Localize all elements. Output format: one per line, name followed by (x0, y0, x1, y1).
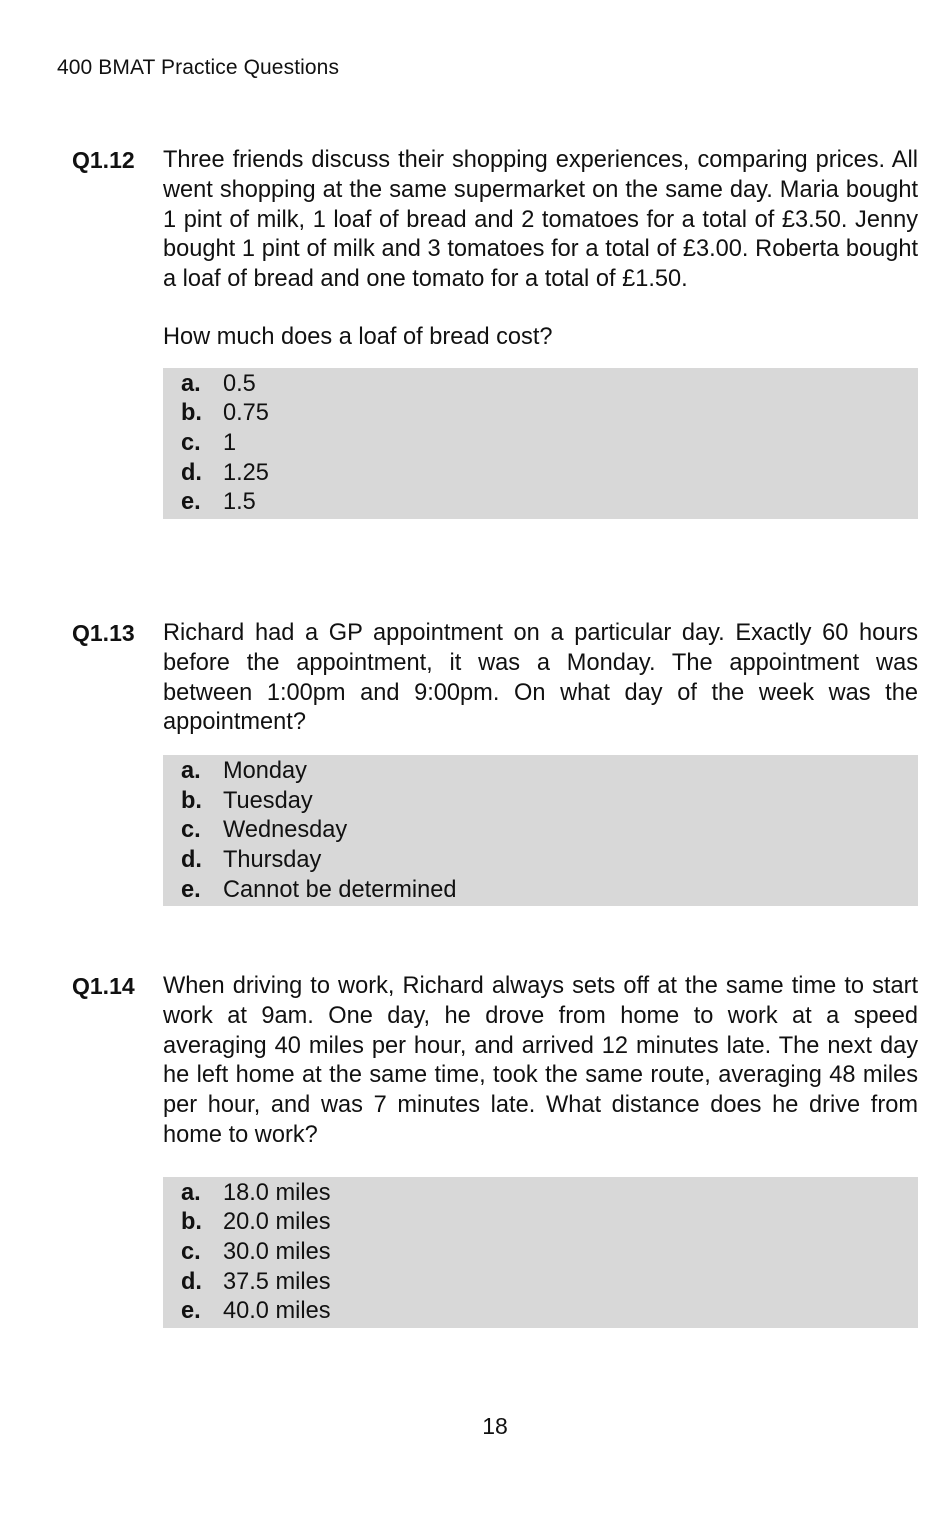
answer-options (163, 368, 918, 519)
option-letter: a. (181, 758, 201, 785)
option-e[interactable] (163, 876, 918, 906)
question-q1-13 (72, 619, 918, 906)
option-c[interactable] (163, 429, 918, 459)
option-text: 0.5 (223, 370, 256, 397)
option-a[interactable] (163, 1179, 918, 1209)
question-number: Q1.12 (72, 147, 135, 173)
option-letter: d. (181, 459, 202, 486)
option-letter: b. (181, 400, 202, 427)
answer-options (163, 755, 918, 906)
option-text: 18.0 miles (223, 1179, 331, 1206)
question-text: Three friends discuss their shopping experiences, comparing prices. All went shopping at the same supermarket on the same day. Maria bought 1 pint of milk, 1 loaf of bread and 2 tomatoes for a total of £3.50. Jenny bought 1 pint of milk and 3 tomatoes for a total of £3.00. Roberta bought a loaf of bread and one tomato for a total of £1.50. (163, 147, 918, 293)
option-text: 1 (223, 429, 237, 456)
question-text: Richard had a GP appointment on a particular day. Exactly 60 hours before the appointment, it was a Monday. The appointment was between 1:00pm and 9:00pm. On what day of the week was the appointment? (163, 620, 918, 736)
option-text: Cannot be determined (223, 876, 457, 903)
option-letter: e. (181, 1298, 201, 1325)
option-d[interactable] (163, 846, 918, 876)
question-body (163, 972, 918, 1151)
option-text: 1.5 (223, 489, 256, 516)
option-text: Tuesday (223, 787, 313, 814)
option-letter: c. (181, 1238, 201, 1265)
option-text: 30.0 miles (223, 1238, 331, 1265)
option-text: 20.0 miles (223, 1209, 331, 1236)
question-q1-14 (72, 972, 918, 1328)
option-d[interactable] (163, 459, 918, 489)
option-letter: b. (181, 1209, 202, 1236)
option-text: 1.25 (223, 459, 269, 486)
question-number: Q1.13 (72, 620, 135, 646)
option-letter: d. (181, 846, 202, 873)
page-number: 18 (482, 1413, 508, 1439)
option-letter: b. (181, 787, 202, 814)
question-body (163, 146, 918, 353)
question-number: Q1.14 (72, 973, 135, 999)
option-text: Monday (223, 758, 307, 785)
option-e[interactable] (163, 488, 918, 518)
option-b[interactable] (163, 787, 918, 817)
answer-options (163, 1177, 918, 1328)
option-text: 37.5 miles (223, 1268, 331, 1295)
option-b[interactable] (163, 399, 918, 429)
option-e[interactable] (163, 1297, 918, 1327)
running-header: 400 BMAT Practice Questions (57, 56, 340, 79)
option-text: 40.0 miles (223, 1298, 331, 1325)
question-body (163, 619, 918, 738)
option-text: 0.75 (223, 400, 269, 427)
option-c[interactable] (163, 816, 918, 846)
option-letter: e. (181, 876, 201, 903)
option-letter: a. (181, 1179, 201, 1206)
option-text: Thursday (223, 846, 322, 873)
question-text: When driving to work, Richard always sets off at the same time to start work at 9am. One day, he drove from home to work at a speed averaging 40 miles per hour, and arrived 12 minutes late. The next day he left home at the same time, took the same route, averaging 48 miles per hour, and was 7 minutes late. What distance does he drive from home to work? (163, 973, 918, 1148)
option-a[interactable] (163, 757, 918, 787)
option-letter: c. (181, 429, 201, 456)
option-text: Wednesday (223, 817, 348, 844)
option-d[interactable] (163, 1268, 918, 1298)
option-letter: d. (181, 1268, 202, 1295)
option-c[interactable] (163, 1238, 918, 1268)
option-a[interactable] (163, 370, 918, 400)
question-q1-12 (72, 146, 918, 519)
option-b[interactable] (163, 1208, 918, 1238)
option-letter: e. (181, 489, 201, 516)
question-prompt: How much does a loaf of bread cost? (163, 323, 553, 350)
option-letter: c. (181, 817, 201, 844)
option-letter: a. (181, 370, 201, 397)
